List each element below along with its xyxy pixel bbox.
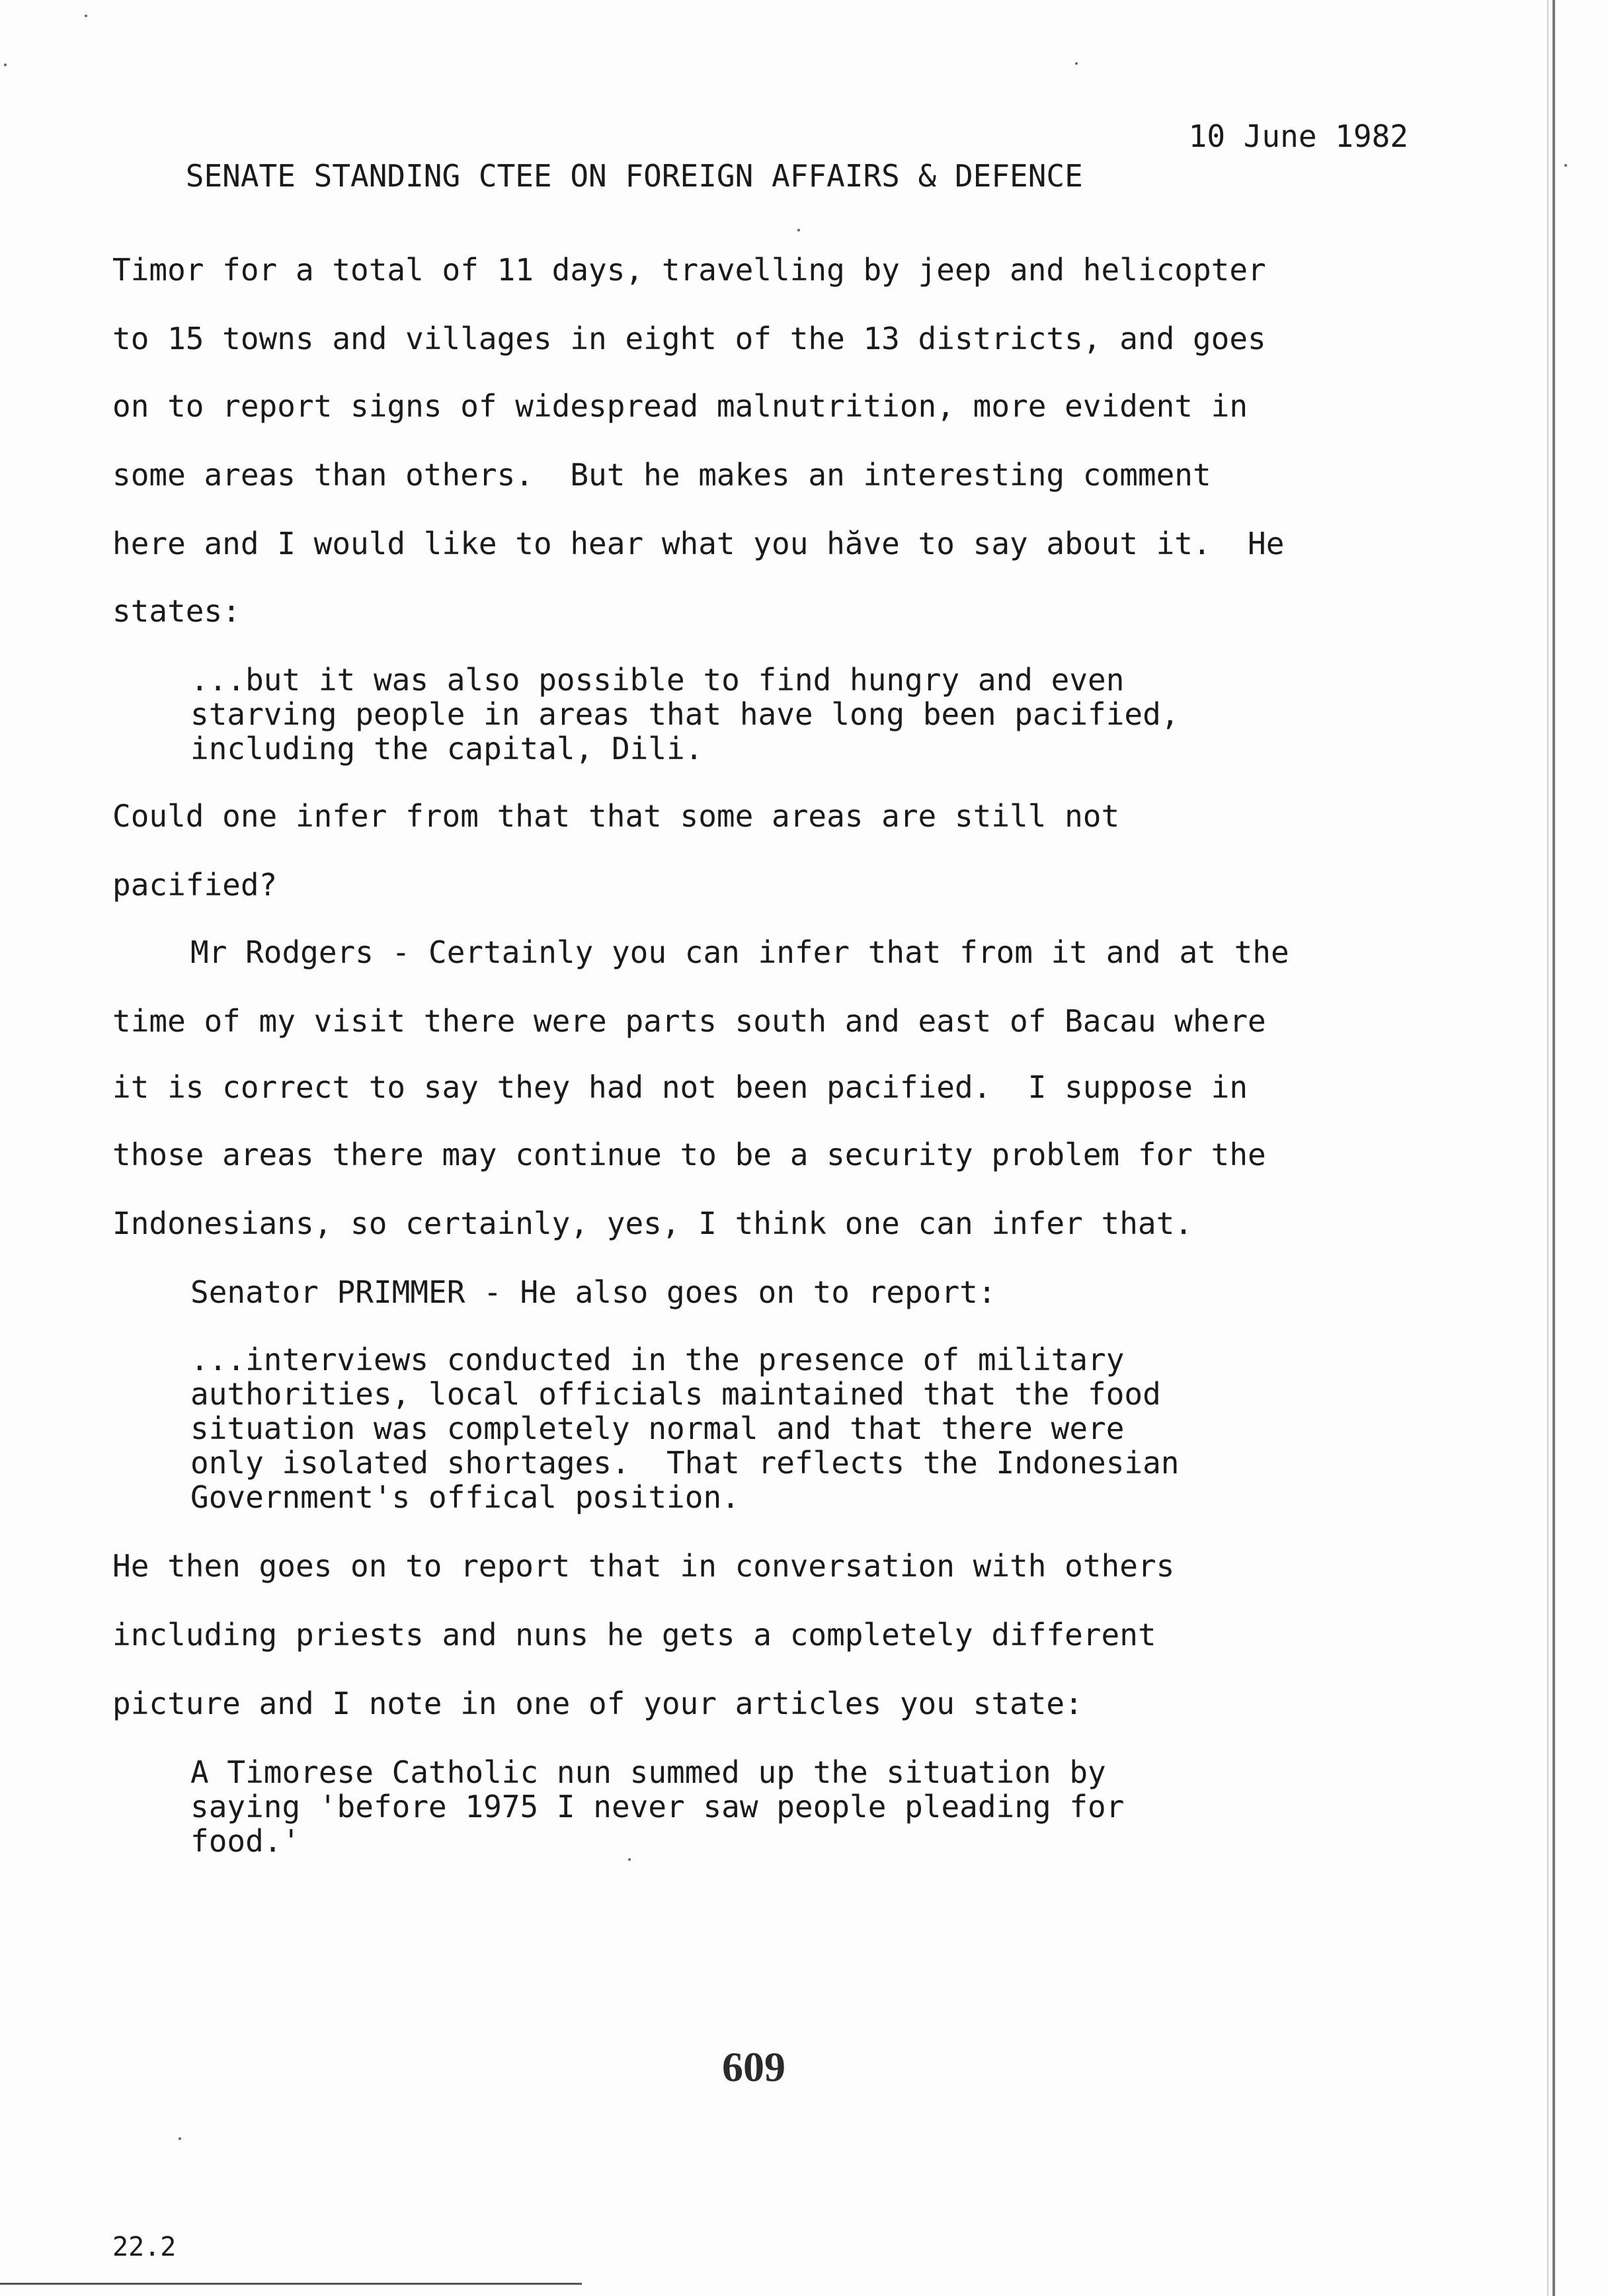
speaker-line-primmer: Senator PRIMMER - He also goes on to report:	[190, 1274, 996, 1310]
scan-speck	[1564, 164, 1567, 167]
body-line: pacified?	[112, 867, 278, 903]
page-number: 609	[722, 2043, 785, 2090]
speaker-line-rodgers: Mr Rodgers - Certainly you can infer that from it and at the	[190, 934, 1289, 970]
block-quote-line: starving people in areas that have long been pacified,	[190, 696, 1180, 732]
body-line: here and I would like to hear what you hăve to say about it. He	[112, 526, 1285, 561]
page-edge-line	[1552, 0, 1555, 2296]
body-line: on to report signs of widespread malnutrition, more evident in	[112, 388, 1248, 424]
block-quote-line: only isolated shortages. That reflects the Indonesian	[190, 1445, 1180, 1481]
body-line: Timor for a total of 11 days, travelling by jeep and helicopter	[112, 252, 1266, 288]
block-quote-line: Government's offical position.	[190, 1479, 740, 1515]
body-line: picture and I note in one of your articles you state:	[112, 1686, 1083, 1721]
block-quote-line: food.'	[190, 1823, 301, 1859]
body-line: those areas there may continue to be a security problem for the	[112, 1137, 1266, 1172]
body-line: Indonesians, so certainly, yes, I think one can infer that.	[112, 1206, 1193, 1241]
header-date: 10 June 1982	[1188, 118, 1408, 154]
body-line: including priests and nuns he gets a completely different	[112, 1617, 1156, 1653]
body-line: states:	[112, 593, 241, 629]
bottom-rule	[0, 2283, 582, 2285]
page-edge-shadow	[1547, 0, 1548, 2296]
body-line: He then goes on to report that in conversation with others	[112, 1548, 1175, 1584]
scan-speck	[85, 15, 87, 17]
block-quote-line: ...but it was also possible to find hungry and even	[190, 662, 1125, 698]
scan-speck	[4, 63, 7, 66]
body-line: to 15 towns and villages in eight of the 13 districts, and goes	[112, 321, 1266, 356]
body-line: Could one infer from that that some areas are still not	[112, 798, 1120, 834]
block-quote-line: ...interviews conducted in the presence of military	[190, 1342, 1125, 1377]
block-quote-line: including the capital, Dili.	[190, 731, 704, 766]
footer-code: 22.2	[112, 2232, 177, 2262]
body-line: time of my visit there were parts south and east of Bacau where	[112, 1003, 1266, 1039]
block-quote-line: saying 'before 1975 I never saw people pleading for	[190, 1789, 1125, 1824]
body-line: it is correct to say they had not been pacified. I suppose in	[112, 1069, 1248, 1105]
header-title: SENATE STANDING CTEE ON FOREIGN AFFAIRS & DEFENCE	[185, 158, 1083, 194]
block-quote-line: situation was completely normal and that there were	[190, 1411, 1125, 1446]
scan-speck	[628, 1858, 631, 1861]
scan-speck	[1075, 62, 1078, 65]
scan-speck	[179, 2137, 181, 2140]
block-quote-line: authorities, local officials maintained that the food	[190, 1376, 1161, 1412]
block-quote-line: A Timorese Catholic nun summed up the situation by	[190, 1754, 1106, 1790]
body-line: some areas than others. But he makes an interesting comment	[112, 457, 1211, 493]
